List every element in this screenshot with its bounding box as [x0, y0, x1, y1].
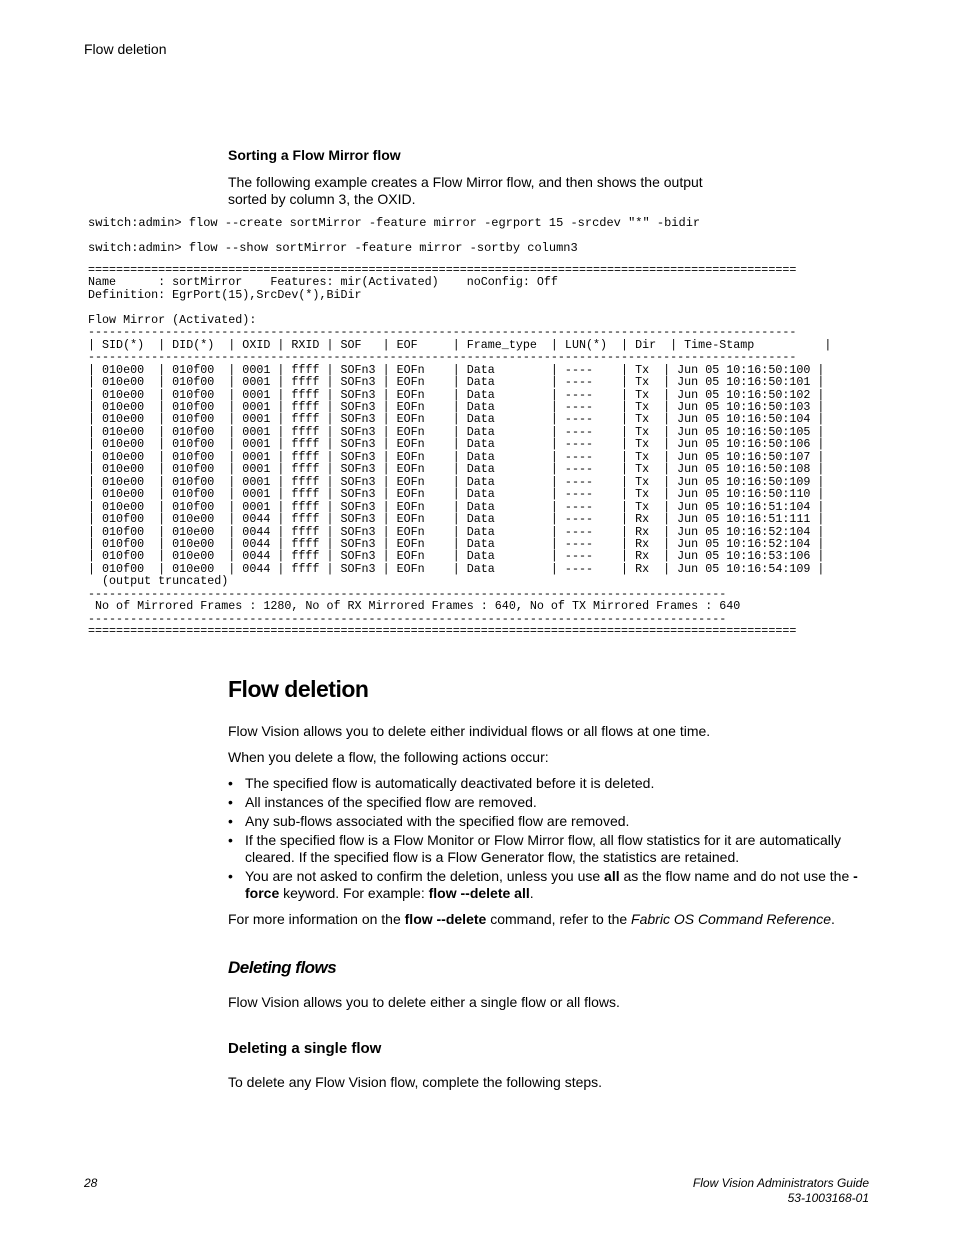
page-number: 28: [84, 1176, 98, 1190]
actions-list: [228, 775, 868, 904]
doc-number: 53-1003168-01: [787, 1191, 869, 1205]
subsection-text: Flow Vision allows you to delete either a single flow or all flows.: [228, 994, 620, 1010]
running-header: Flow deletion: [84, 41, 167, 57]
doc-title: Flow Vision Administrators Guide: [692, 1176, 869, 1190]
list-item: • You are not asked to confirm the deletion, unless you use all as the flow name and do not use the -force keyword. For example: flow --delete all.: [228, 868, 858, 901]
footer-title: [693, 1176, 869, 1206]
section-intro: Flow Vision allows you to delete either individual flows or all flows at one time.: [228, 723, 711, 739]
list-item: • The specified flow is automatically deactivated before it is deleted.: [228, 775, 655, 791]
section-heading: Flow deletion: [228, 676, 369, 702]
subsubsection-text: To delete any Flow Vision flow, complete the following steps.: [228, 1074, 603, 1090]
list-item: • All instances of the specified flow are removed.: [228, 794, 537, 810]
bullet-icon: •: [228, 775, 233, 791]
bullet-icon: •: [228, 832, 233, 848]
section-lead: When you delete a flow, the following actions occur:: [228, 749, 549, 765]
bullet-icon: •: [228, 813, 233, 829]
example-title: Sorting a Flow Mirror flow: [228, 147, 401, 163]
bullet-icon: •: [228, 868, 233, 884]
command-create: switch:admin> flow --create sortMirror -feature mirror -egrport 15 -srcdev "*" -bidir: [88, 216, 701, 230]
subsubsection-heading: Deleting a single flow: [228, 1040, 382, 1057]
example-description: The following example creates a Flow Mirror flow, and then shows the output sorted by column 3, the OXID.: [228, 174, 703, 207]
list-item: • If the specified flow is a Flow Monitor or Flow Mirror flow, all flow statistics for it are automatically cleared. If the specified flow is a Flow Generator flow, the statistics are retained.: [228, 832, 841, 865]
bullet-icon: •: [228, 794, 233, 810]
command-output: ===================================================================================================== Name : sortMirror Features: mir(Activated) noConfig: Off Definition: EgrPort(15),SrcDev(*),BiDir Flow Mirror (Activated): ----------------------------------------------------------------------------------------------------- | SID(*) | DID(*) | OXID | RXID | SOF | EOF | Frame_type | LUN(*) | Dir | Time-Stamp | ----------------------------------------------------------------------------------------------------- | 010e00 | 010f00 | 0001 | ffff | SOFn3 | EOFn | Data | ---- | Tx | Jun 05 10:16:50:100 | | 010e00 | 010f00 | 0001 | ffff | SOFn3 | EOFn | Data | ---- | Tx | Jun 05 10:16:50:101 | | 010e00 | 010f00 | 0001 | ffff | SOFn3 | EOFn | Data | ---- | Tx | Jun 05 10:16:50:102 | | 010e00 | 010f00 | 0001 | ffff | SOFn3 | EOFn | Data | ---- | Tx | Jun 05 10:16:50:103 | | 010e00 | 010f00 | 0001 | ffff | SOFn3 | EOFn | Data | ---- | Tx | Jun 05 10:16:50:104 | | 010e00 | 010f00 | 0001 | ffff | SOFn3 | EOFn | Data | ---- | Tx | Jun 05 10:16:50:105 | | 010e00 | 010f00 | 0001 | ffff | SOFn3 | EOFn | Data | ---- | Tx | Jun 05 10:16:50:106 | | 010e00 | 010f00 | 0001 | ffff | SOFn3 | EOFn | Data | ---- | Tx | Jun 05 10:16:50:107 | | 010e00 | 010f00 | 0001 | ffff | SOFn3 | EOFn | Data | ---- | Tx | Jun 05 10:16:50:108 | | 010e00 | 010f00 | 0001 | ffff | SOFn3 | EOFn | Data | ---- | Tx | Jun 05 10:16:50:109 | | 010e00 | 010f00 | 0001 | ffff | SOFn3 | EOFn | Data | ---- | Tx | Jun 05 10:16:50:110 | | 010e00 | 010f00 | 0001 | ffff | SOFn3 | EOFn | Data | ---- | Tx | Jun 05 10:16:51:104 | | 010f00 | 010e00 | 0044 | ffff | SOFn3 | EOFn | Data | ---- | Rx | Jun 05 10:16:51:111 | | 010f00 | 010e00 | 0044 | ffff | SOFn3 | EOFn | Data | ---- | Rx | Jun 05 10:16:52:104 | | 010f00 | 010e00 | 0044 | ffff | SOFn3 | EOFn | Data | ---- | Rx | Jun 05 10:16:52:104 | | 010f00 | 010e00 | 0044 | ffff | SOFn3 | EOFn | Data | ---- | Rx | Jun 05 10:16:53:106 | | 010f00 | 010e00 | 0044 | ffff | SOFn3 | EOFn | Data | ---- | Rx | Jun 05 10:16:54:109 | (output truncated) ------------------------------------------------------------------------------------------- No of Mirrored Frames : 1280, No of RX Mirrored Frames : 640, No of TX Mirrored Frames : 640 ------------------------------------------------------------------------------------------- =====================================================================================================: [88, 263, 832, 639]
list-item: • Any sub-flows associated with the specified flow are removed.: [228, 813, 630, 829]
subsection-heading: Deleting flows: [228, 958, 337, 977]
command-show: switch:admin> flow --show sortMirror -feature mirror -sortby column3: [88, 241, 578, 255]
more-info: For more information on the flow --delete command, refer to the Fabric OS Command Reference.: [228, 911, 835, 927]
